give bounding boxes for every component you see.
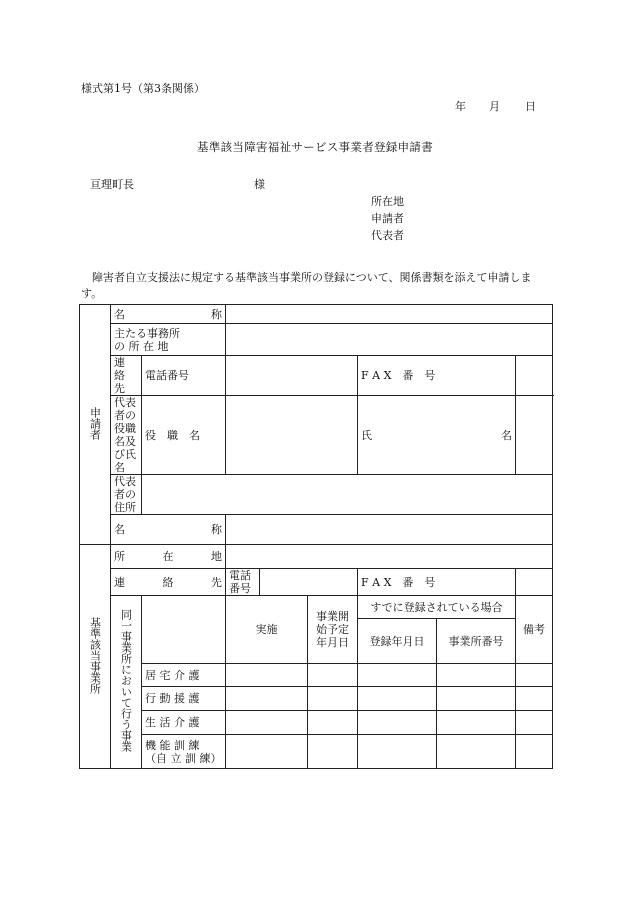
service-label: 生 活 介 護 xyxy=(142,711,226,735)
service-remarks-cell[interactable] xyxy=(516,687,553,711)
service-start-date-cell[interactable] xyxy=(308,711,358,735)
service-start-date-cell[interactable] xyxy=(308,735,358,769)
applicant-location-label: 所在地 xyxy=(371,195,404,208)
person-name-field[interactable] xyxy=(516,396,553,475)
applicant-name-label: 名 称 xyxy=(111,305,226,324)
rep-address-field[interactable] xyxy=(142,475,553,515)
office-location-label-line1: 主たる事務所 xyxy=(114,326,180,340)
service-facility-number-cell[interactable] xyxy=(437,735,516,769)
applicant-fax-field[interactable] xyxy=(516,356,553,396)
service-remarks-cell[interactable] xyxy=(516,711,553,735)
service-label-line2: （自 立 訓 練） xyxy=(145,751,222,765)
service-label: 居 宅 介 護 xyxy=(142,664,226,687)
body-text-content: 障害者自立支援法に規定する基準該当事業所の登録について、関係書類を添えて申請します。 xyxy=(81,271,532,300)
service-remarks-cell[interactable] xyxy=(516,664,553,687)
rep-title-label-line1: 代表者の役職 xyxy=(114,396,136,435)
registration-date-header: 登録年月日 xyxy=(358,619,437,664)
service-implementation-cell[interactable] xyxy=(226,687,308,711)
applicant-fax-label: F A X 番 号 xyxy=(358,356,516,396)
applicant-contact-label: 連 絡 先 xyxy=(111,356,142,396)
applicant-phone-label: 電話番号 xyxy=(142,356,226,396)
service-label: 行 動 援 護 xyxy=(142,687,226,711)
service-implementation-cell[interactable] xyxy=(226,711,308,735)
facility-location-field[interactable] xyxy=(226,545,553,569)
start-date-header: 事業開始予定年月日 xyxy=(308,596,358,664)
body-text xyxy=(81,270,551,302)
form-number: 様式第1号（第3条関係） xyxy=(81,82,205,95)
service-start-date-cell[interactable] xyxy=(308,687,358,711)
facility-location-label: 所 在 地 xyxy=(111,545,226,569)
service-facility-number-cell[interactable] xyxy=(437,664,516,687)
service-registration-date-cell[interactable] xyxy=(358,735,437,769)
service-implementation-cell[interactable] xyxy=(226,735,308,769)
honorific: 様 xyxy=(254,178,265,191)
facility-phone-label: 電話番号 xyxy=(226,569,260,596)
service-facility-number-cell[interactable] xyxy=(437,711,516,735)
service-registration-date-cell[interactable] xyxy=(358,664,437,687)
rep-title-label xyxy=(111,396,142,475)
applicant-label: 申請者 xyxy=(371,212,404,225)
office-location-field[interactable] xyxy=(226,324,553,356)
application-form-table xyxy=(79,304,553,769)
document-title: 基準該当障害福祉サービス事業者登録申請書 xyxy=(197,140,433,154)
office-location-label-line2: の 所 在 地 xyxy=(114,339,169,353)
service-start-date-cell[interactable] xyxy=(308,664,358,687)
service-registration-date-cell[interactable] xyxy=(358,687,437,711)
applicant-section-label: 申請者 xyxy=(80,305,111,545)
applicant-name-field[interactable] xyxy=(226,305,553,324)
date-day-label: 日 xyxy=(525,100,536,113)
facility-name-field[interactable] xyxy=(226,515,553,545)
applicant-phone-field[interactable] xyxy=(226,356,358,396)
implementation-header: 実施 xyxy=(226,596,308,664)
service-label xyxy=(142,735,226,769)
representative-label: 代表者 xyxy=(371,229,404,242)
date-year-label: 年 xyxy=(455,100,466,113)
registered-header: すでに登録されている場合 xyxy=(358,596,516,619)
position-field[interactable] xyxy=(226,396,358,475)
service-implementation-cell[interactable] xyxy=(226,664,308,687)
rep-title-label-line2: 名及び氏名 xyxy=(114,435,136,474)
services-side-label: 同一事業所において行う事業 xyxy=(111,596,142,769)
service-facility-number-cell[interactable] xyxy=(437,687,516,711)
addressee: 亘理町長 xyxy=(90,178,134,191)
office-location-label xyxy=(111,324,226,356)
facility-fax-label: F A X 番 号 xyxy=(358,569,516,596)
service-remarks-cell[interactable] xyxy=(516,735,553,769)
position-label: 役 職 名 xyxy=(142,396,226,475)
date-month-label: 月 xyxy=(489,100,500,113)
service-registration-date-cell[interactable] xyxy=(358,711,437,735)
facility-contact-label: 連 絡 先 xyxy=(111,569,226,596)
person-name-label: 氏 名 xyxy=(358,396,516,475)
services-header-blank xyxy=(142,596,226,664)
facility-name-label: 名 称 xyxy=(111,515,226,545)
remarks-header: 備考 xyxy=(516,596,553,664)
service-label-line1: 機 能 訓 練 xyxy=(145,738,200,752)
rep-address-label: 代表者の住所 xyxy=(111,475,142,515)
facility-fax-field[interactable] xyxy=(516,569,553,596)
facility-section-label: 基準該当事業所 xyxy=(80,545,111,769)
facility-number-header: 事業所番号 xyxy=(437,619,516,664)
date-line xyxy=(455,100,536,114)
facility-phone-field[interactable] xyxy=(260,569,358,596)
